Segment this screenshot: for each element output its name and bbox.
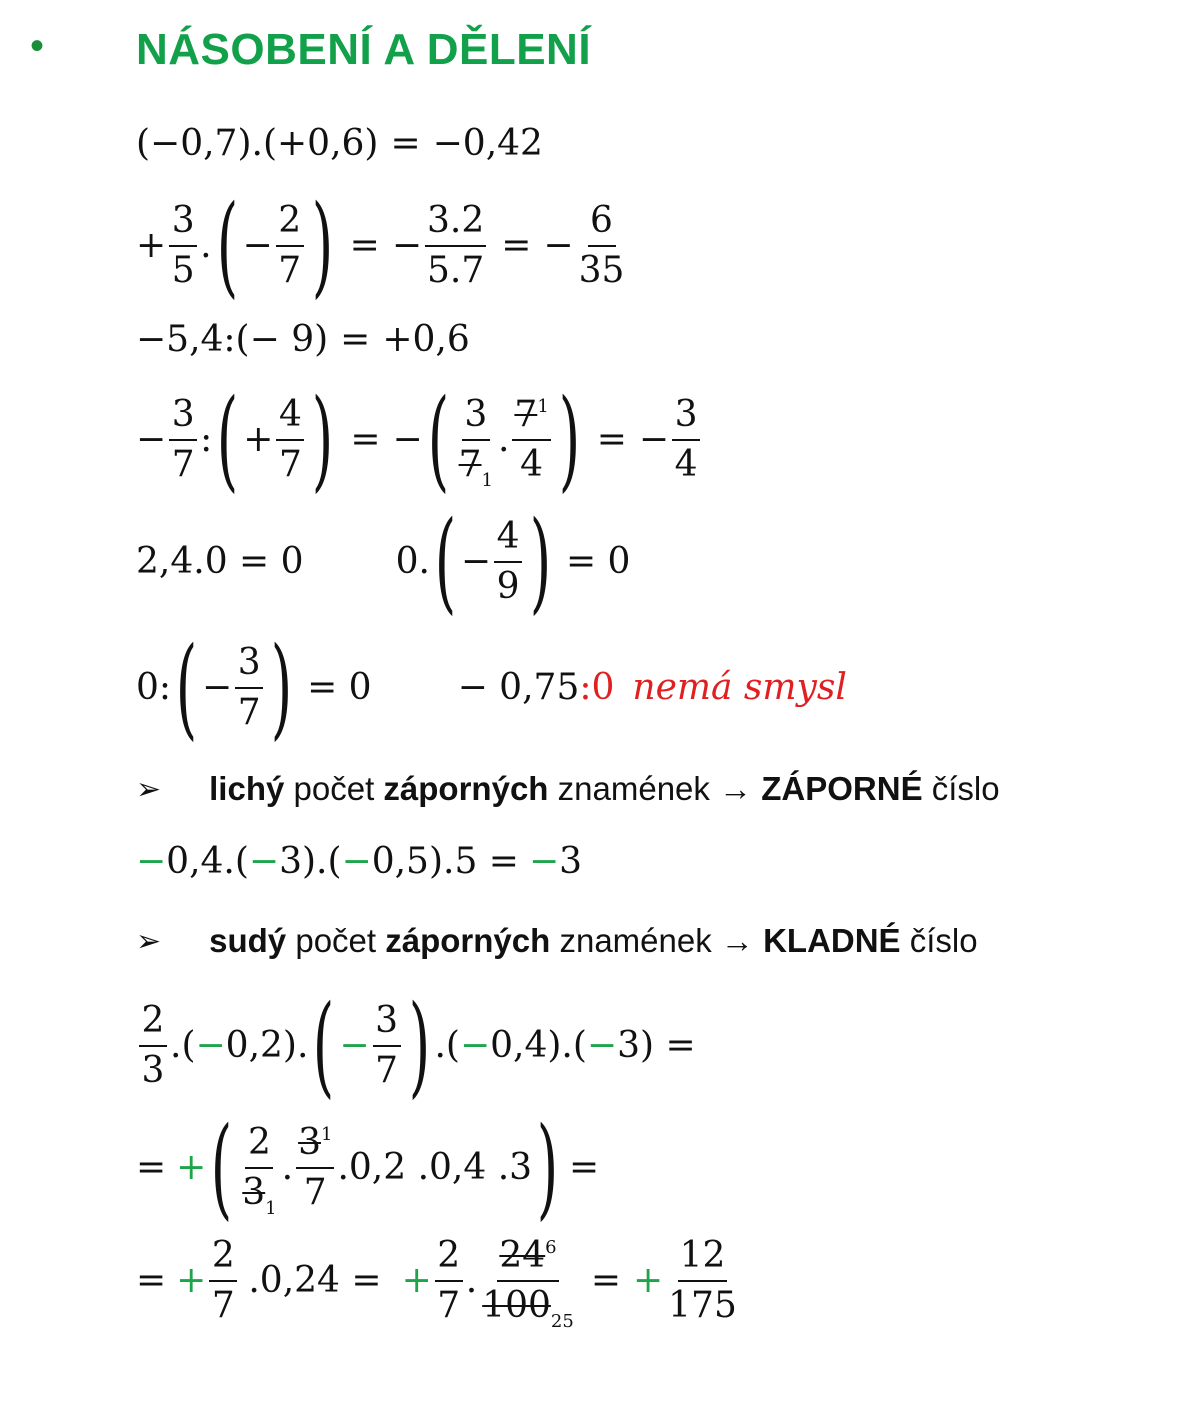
superscript: 6 <box>545 1237 557 1258</box>
left-paren: ( <box>211 1103 233 1231</box>
rule2-w1: sudý <box>209 922 287 959</box>
rule1-w6: číslo <box>931 770 1000 807</box>
rule2-w6: číslo <box>909 922 978 959</box>
ex2-frac-2 <box>276 199 304 291</box>
example-7 <box>136 841 583 882</box>
denominator: 4 <box>520 443 544 485</box>
ex4-neg: − <box>136 418 167 460</box>
numerator <box>296 1121 334 1169</box>
numerator <box>512 393 550 441</box>
denominator: 3 <box>141 1049 165 1091</box>
ex5-b-left: 0. <box>395 540 430 582</box>
ex2-frac-3 <box>425 199 486 291</box>
rule2-w4: znamének <box>559 922 712 959</box>
page-title: NÁSOBENÍ A DĚLENÍ <box>136 25 592 74</box>
ex10-dot: . <box>465 1260 478 1301</box>
ex2-neg: − <box>242 224 273 266</box>
ex4-frac-3 <box>457 393 495 491</box>
ex6-b-left: − 0,75 <box>457 666 580 708</box>
ex4-frac-2 <box>276 393 304 485</box>
left-paren: ( <box>217 375 239 503</box>
rule2-arrow-icon: → <box>720 922 754 959</box>
cancelled-number: 24 <box>499 1235 546 1276</box>
cancelled-digit: 7 <box>514 393 538 435</box>
ex1-left: (−0,7).(+0,6) <box>136 123 379 164</box>
rule-odd <box>136 770 1000 808</box>
left-paren: ( <box>427 375 449 503</box>
subscript: 1 <box>265 1197 277 1219</box>
example-6 <box>136 623 847 751</box>
ex7-p2: 3).( <box>279 841 342 882</box>
numerator: 4 <box>276 397 304 441</box>
ex4-neg2: − <box>392 418 423 460</box>
right-paren: ) <box>311 181 333 309</box>
ex8-p2: 0,2). <box>225 1024 309 1066</box>
ex6-eq: = 0 <box>307 666 372 708</box>
ex9-frac-1 <box>240 1121 278 1219</box>
ex3-eq: = <box>340 319 371 360</box>
ex4-dot: . <box>497 418 510 460</box>
ex10-plus: + <box>176 1260 207 1301</box>
numerator: 2 <box>435 1238 463 1282</box>
right-paren: ) <box>558 375 580 503</box>
ex8-p1: .( <box>170 1024 196 1066</box>
right-paren: ) <box>312 375 334 503</box>
ex3-result: +0,6 <box>382 319 470 360</box>
cancelled-digit: 7 <box>458 443 482 485</box>
ex9-frac-2 <box>296 1121 334 1213</box>
rule1-w4: znamének <box>557 770 710 807</box>
denominator: 7 <box>375 1049 398 1091</box>
ex5-a: 2,4.0 = 0 <box>136 540 304 582</box>
ex10-frac-2 <box>435 1235 463 1326</box>
ex6-neg: − <box>201 666 233 708</box>
left-paren: ( <box>434 497 457 625</box>
ex1-eq: = <box>390 123 421 164</box>
ex4-eq2: = <box>596 418 627 460</box>
ex7-p4: 3 <box>559 841 583 882</box>
left-paren: ( <box>175 623 198 751</box>
example-10 <box>136 1235 742 1332</box>
ex8-p3: .( <box>434 1024 460 1066</box>
ex6-left: 0: <box>136 666 172 708</box>
ex10-p1: .0,24 = <box>248 1260 382 1301</box>
arrow-bullet-icon: ➢ <box>136 772 162 806</box>
rule2-w5: KLADNÉ <box>763 922 901 959</box>
arrow-bullet-icon: ➢ <box>136 924 162 958</box>
rule2-w3: záporných <box>385 922 551 959</box>
denominator: 175 <box>668 1285 737 1326</box>
denominator: 7 <box>171 443 195 485</box>
ex6-b-zero: 0 <box>591 666 615 708</box>
subscript: 25 <box>550 1311 574 1332</box>
denominator: 5.7 <box>426 249 485 291</box>
ex4-eq1: = <box>350 418 381 460</box>
numerator <box>497 1235 558 1282</box>
numerator: 3 <box>235 645 263 689</box>
ex7-m4: − <box>528 841 560 882</box>
superscript: 1 <box>320 1123 333 1145</box>
ex10-plus3: + <box>632 1260 664 1301</box>
ex4-frac-1 <box>169 393 197 485</box>
ex10-frac-4 <box>666 1235 739 1326</box>
rule2-w2: počet <box>295 922 377 959</box>
left-paren: ( <box>216 181 238 309</box>
example-1 <box>136 123 543 164</box>
rule1-w2: počet <box>293 770 375 807</box>
example-2 <box>136 181 629 309</box>
ex10-eq: = <box>136 1260 167 1301</box>
ex2-neg2: − <box>391 224 422 266</box>
ex10-plus2: + <box>401 1260 432 1301</box>
numerator: 3 <box>462 397 490 441</box>
ex8-m1: − <box>195 1024 226 1066</box>
ex8-frac-2 <box>373 999 401 1091</box>
ex2-eq1: = <box>349 224 380 266</box>
subscript: 1 <box>481 469 493 491</box>
ex8-frac-1 <box>139 999 167 1091</box>
cancelled-digit: 3 <box>298 1121 321 1163</box>
ex2-frac-1 <box>169 199 197 291</box>
ex10-frac-1 <box>209 1235 237 1326</box>
ex2-dot: . <box>200 224 212 266</box>
example-5 <box>136 497 631 625</box>
right-paren: ) <box>270 623 293 751</box>
denominator: 35 <box>578 249 625 291</box>
ex2-neg3: − <box>543 224 574 266</box>
denominator: 4 <box>674 443 698 485</box>
numerator: 3 <box>373 1003 401 1047</box>
ex3-left: −5,4:(− 9) <box>136 319 329 360</box>
cancelled-digit: 3 <box>242 1171 266 1213</box>
numerator: 3 <box>169 397 197 441</box>
rule1-w5: ZÁPORNÉ <box>761 770 923 807</box>
denominator <box>240 1169 278 1219</box>
ex7-m3: − <box>341 841 372 882</box>
superscript: 1 <box>537 395 549 417</box>
right-paren: ) <box>408 981 430 1109</box>
ex6-note: nemá smysl <box>632 666 847 708</box>
ex10-eq2: = <box>590 1260 621 1301</box>
ex6-b-colon: : <box>579 666 592 708</box>
ex4-neg3: − <box>638 418 670 460</box>
bullet-icon: • <box>30 24 45 68</box>
ex5-b-right: = 0 <box>565 540 631 582</box>
ex8-m3: − <box>459 1024 491 1066</box>
ex7-p1: 0,4.( <box>166 841 249 882</box>
ex8-p4: 0,4).( <box>490 1024 587 1066</box>
ex9-eq2: = <box>568 1146 600 1188</box>
denominator: 7 <box>278 249 302 291</box>
numerator: 2 <box>209 1238 237 1282</box>
ex9-rest: .0,2 .0,4 .3 <box>337 1146 533 1188</box>
example-4 <box>136 375 703 503</box>
example-8 <box>136 981 696 1109</box>
denominator: 9 <box>496 565 520 607</box>
ex4-plus: + <box>243 418 274 460</box>
rule1-w3: záporných <box>383 770 549 807</box>
right-paren: ) <box>529 497 552 625</box>
rule1-arrow-icon: → <box>719 770 753 807</box>
denominator: 7 <box>303 1171 327 1213</box>
numerator: 3 <box>672 397 700 441</box>
ex8-m2: − <box>339 1024 370 1066</box>
denominator <box>457 441 495 491</box>
denominator: 7 <box>237 691 261 733</box>
ex5-frac <box>494 515 522 607</box>
ex2-frac-4 <box>577 199 627 291</box>
denominator: 7 <box>211 1285 235 1326</box>
ex6-frac <box>235 641 263 733</box>
numerator: 2 <box>276 203 304 247</box>
ex4-colon: : <box>200 418 213 460</box>
ex8-p5: 3) = <box>617 1024 696 1066</box>
denominator: 5 <box>171 249 195 291</box>
numerator: 3 <box>169 203 197 247</box>
ex4-frac-5 <box>672 393 700 485</box>
numerator: 6 <box>588 203 616 247</box>
ex10-frac-3 <box>480 1235 576 1332</box>
example-9 <box>136 1103 600 1231</box>
example-3 <box>136 319 470 360</box>
ex1-result: −0,42 <box>432 123 543 164</box>
ex2-sign: + <box>136 224 167 266</box>
ex7-p3: 0,5).5 = <box>371 841 519 882</box>
numerator: 2 <box>139 1003 167 1047</box>
numerator: 12 <box>678 1238 728 1282</box>
denominator: 7 <box>437 1285 461 1326</box>
left-paren: ( <box>313 981 335 1109</box>
ex5-neg: − <box>460 540 492 582</box>
ex7-m1: − <box>136 841 167 882</box>
denominator <box>480 1282 576 1332</box>
denominator: 7 <box>278 443 302 485</box>
numerator: 4 <box>494 519 522 563</box>
ex7-m2: − <box>248 841 280 882</box>
right-paren: ) <box>536 1103 559 1231</box>
ex2-eq2: = <box>501 224 532 266</box>
numerator: 3.2 <box>425 203 486 247</box>
ex9-plus: + <box>176 1146 207 1188</box>
ex9-dot: . <box>281 1146 294 1188</box>
numerator: 2 <box>245 1125 273 1169</box>
ex8-m4: − <box>586 1024 618 1066</box>
cancelled-number: 100 <box>482 1285 551 1326</box>
ex4-frac-4 <box>512 393 550 485</box>
rule1-w1: lichý <box>209 770 285 807</box>
ex9-eq: = <box>136 1146 167 1188</box>
rule-even <box>136 922 978 960</box>
